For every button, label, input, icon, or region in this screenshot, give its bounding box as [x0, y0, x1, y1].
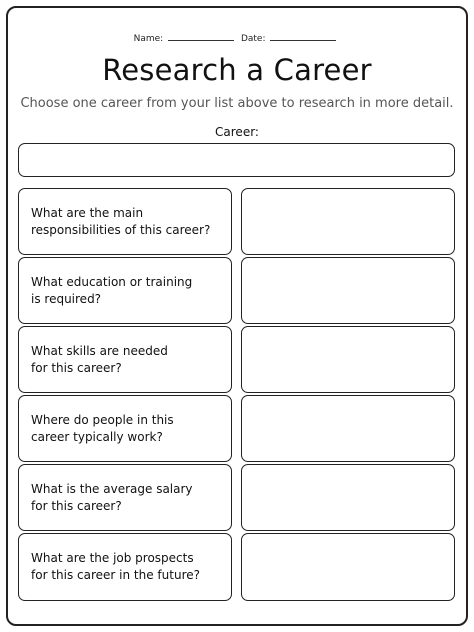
page-subtitle: Choose one career from your list above to research in more detail. [20, 96, 454, 111]
question-box [18, 257, 232, 324]
question-box [18, 533, 232, 601]
answer-box[interactable] [241, 257, 455, 324]
question-text: What are the main responsibilities of this career? [31, 206, 211, 237]
answer-box[interactable] [241, 533, 455, 601]
question-text: What is the average salary for this career? [31, 482, 193, 513]
question-box [18, 464, 232, 531]
answer-box[interactable] [241, 464, 455, 531]
question-box [18, 395, 232, 462]
question-box [18, 326, 232, 393]
question-text: What are the job prospects for this career in the future? [31, 551, 200, 582]
page-title: Research a Career [102, 53, 372, 87]
name-date-line [0, 32, 474, 44]
career-field[interactable] [18, 143, 455, 177]
name-label: Name: [133, 34, 164, 44]
date-blank[interactable] [270, 32, 336, 41]
question-text: Where do people in this career typically work? [31, 413, 174, 444]
name-blank[interactable] [168, 32, 234, 41]
answer-box[interactable] [241, 326, 455, 393]
answer-box[interactable] [241, 188, 455, 255]
question-text: What skills are needed for this career? [31, 344, 168, 375]
question-box [18, 188, 232, 255]
date-label: Date: [240, 34, 266, 44]
career-label: Career: [215, 125, 259, 139]
question-text: What education or training is required? [31, 275, 193, 306]
answer-box[interactable] [241, 395, 455, 462]
